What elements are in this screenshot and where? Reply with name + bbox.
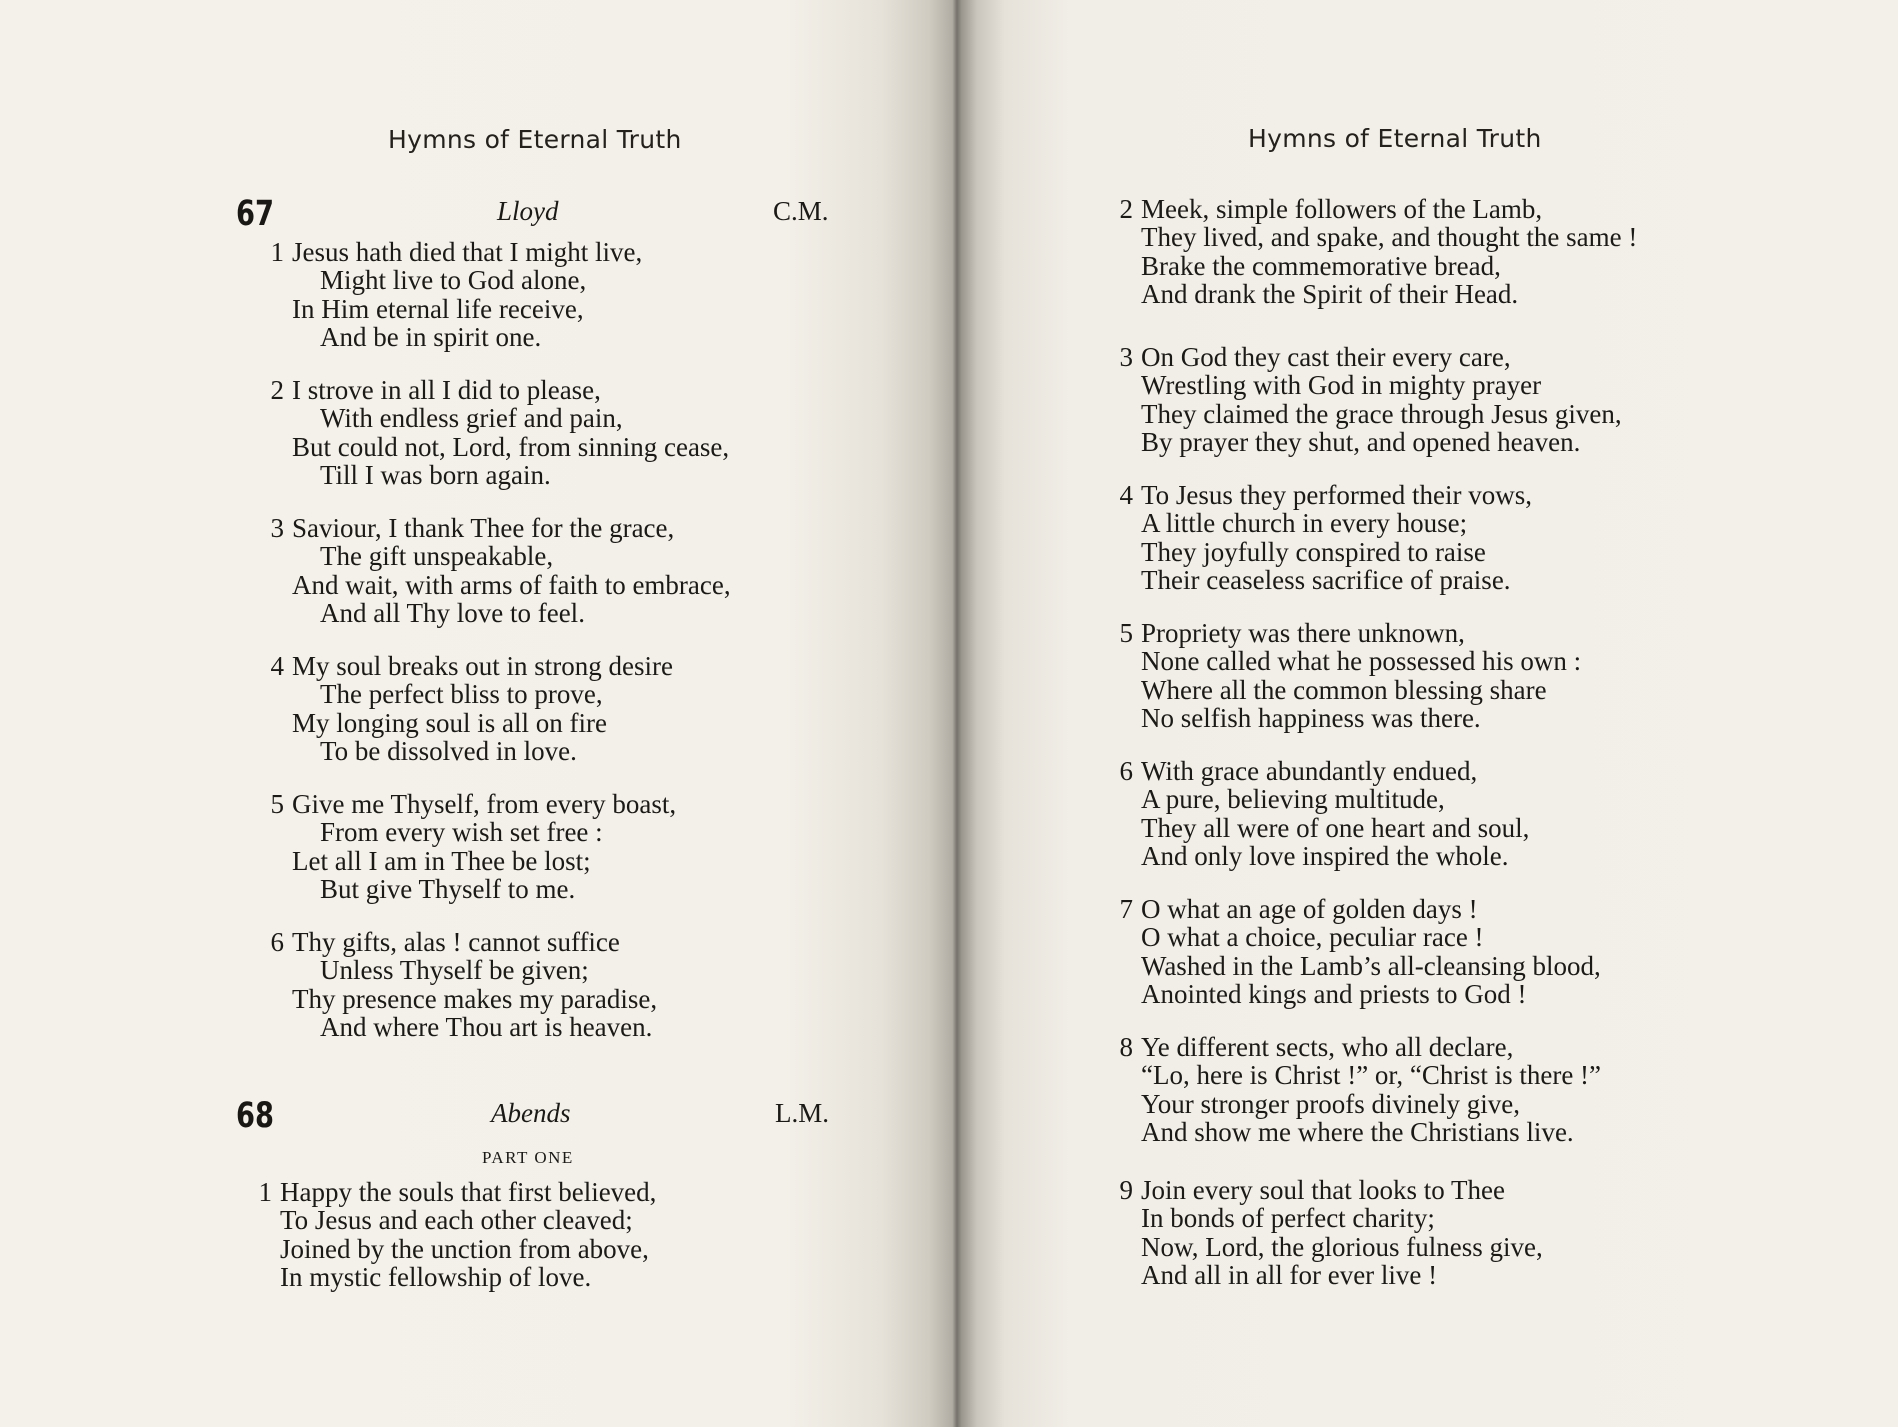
verse — [1113, 195, 1637, 308]
meter: C.M. — [773, 196, 829, 226]
verse-line: On God they cast their every care, — [1141, 342, 1511, 372]
tune-name: Abends — [491, 1098, 571, 1128]
verse-line: Joined by the unction from above, — [280, 1233, 649, 1264]
verse-line: They joyfully conspired to raise — [1141, 536, 1486, 567]
meter: L.M. — [775, 1098, 829, 1128]
part-heading: PART ONE — [482, 1148, 574, 1167]
running-head: Hymns of Eternal Truth — [388, 125, 682, 154]
verse-line: They lived, and spake, and thought the same ! — [1141, 222, 1638, 253]
verse-line: And all Thy love to feel. — [320, 597, 585, 628]
verse-line: Join every soul that looks to Thee — [1141, 1175, 1505, 1205]
verse-line: Your stronger proofs divinely give, — [1141, 1088, 1520, 1119]
verse-line: My longing soul is all on fire — [292, 707, 607, 738]
verse-number: 2 — [270, 375, 284, 405]
verse-number: 6 — [1119, 756, 1133, 786]
verse — [1113, 1176, 1543, 1289]
verse-line: Saviour, I thank Thee for the grace, — [292, 513, 675, 543]
verse-line: To Jesus and each other cleaved; — [280, 1205, 633, 1236]
verse-line: And wait, with arms of faith to embrace, — [292, 569, 731, 600]
verse-line: By prayer they shut, and opened heaven. — [1141, 426, 1581, 457]
verse — [1113, 757, 1529, 870]
verse-line: But could not, Lord, from sinning cease, — [292, 431, 730, 462]
verse — [264, 790, 676, 903]
verse-line: A little church in every house; — [1141, 508, 1468, 539]
verse-line: Jesus hath died that I might live, — [292, 237, 643, 267]
verse-line: But give Thyself to me. — [320, 873, 576, 904]
verse-line: Thy gifts, alas ! cannot suffice — [292, 927, 620, 957]
verse — [264, 928, 657, 1041]
verse-line: My soul breaks out in strong desire — [292, 651, 673, 681]
verse-line: O what a choice, peculiar race ! — [1141, 922, 1484, 953]
verse — [252, 1178, 656, 1291]
verse-line: To Jesus they performed their vows, — [1141, 480, 1533, 510]
verse-number: 7 — [1119, 894, 1133, 924]
verse-number: 8 — [1119, 1032, 1133, 1062]
verse-line: From every wish set free : — [320, 817, 603, 848]
verse-line: “Lo, here is Christ !” or, “Christ is there !” — [1141, 1060, 1602, 1091]
verse — [264, 652, 673, 765]
verse-number: 3 — [1119, 342, 1133, 372]
verse-line: Might live to God alone, — [320, 265, 587, 296]
verse-line: In mystic fellowship of love. — [280, 1261, 592, 1292]
verse-line: No selfish happiness was there. — [1141, 702, 1481, 733]
right-page — [958, 0, 1898, 1427]
verse-line: A pure, believing multitude, — [1141, 784, 1445, 815]
verse-line: None called what he possessed his own : — [1141, 646, 1582, 677]
verse-line: To be dissolved in love. — [320, 735, 577, 766]
verse — [264, 514, 731, 627]
verse-number: 9 — [1119, 1175, 1133, 1205]
book-gutter — [952, 0, 962, 1427]
verse-line: Give me Thyself, from every boast, — [292, 789, 677, 819]
verse — [1113, 481, 1532, 594]
verse-number: 6 — [270, 927, 284, 957]
verse-number: 5 — [1119, 618, 1133, 648]
hymn-number: 67 — [236, 194, 275, 234]
verse-line: Now, Lord, the glorious fulness give, — [1141, 1231, 1543, 1262]
verse-line: And where Thou art is heaven. — [320, 1011, 653, 1042]
tune-name: Lloyd — [497, 196, 559, 226]
verse-number: 1 — [270, 237, 284, 267]
verse-number: 4 — [1119, 480, 1133, 510]
verse-line: Propriety was there unknown, — [1141, 618, 1465, 648]
verse-number: 4 — [270, 651, 284, 681]
verse-line: Unless Thyself be given; — [320, 955, 589, 986]
verse-line: Anointed kings and priests to God ! — [1141, 978, 1527, 1009]
verse-line: With grace abundantly endued, — [1141, 756, 1478, 786]
verse-line: They all were of one heart and soul, — [1141, 812, 1530, 843]
verse-line: The perfect bliss to prove, — [320, 679, 603, 710]
verse-line: With endless grief and pain, — [320, 403, 623, 434]
verse — [1113, 1033, 1601, 1146]
verse-line: In Him eternal life receive, — [292, 293, 584, 324]
verse-line: And all in all for ever live ! — [1141, 1259, 1438, 1290]
verse-number: 1 — [258, 1177, 272, 1207]
verse-line: Happy the souls that first believed, — [280, 1177, 657, 1207]
verse-line: In bonds of perfect charity; — [1141, 1203, 1435, 1234]
verse-number: 3 — [270, 513, 284, 543]
verse-line: Washed in the Lamb’s all-cleansing blood, — [1141, 950, 1601, 981]
hymn-number: 68 — [236, 1096, 275, 1136]
verse — [1113, 619, 1581, 732]
verse-line: Where all the common blessing share — [1141, 674, 1547, 705]
verse-line: Their ceaseless sacrifice of praise. — [1141, 564, 1511, 595]
verse-line: They claimed the grace through Jesus given, — [1141, 398, 1622, 429]
verse-line: O what an age of golden days ! — [1141, 894, 1478, 924]
verse-line: And show me where the Christians live. — [1141, 1116, 1574, 1147]
verse-line: Wrestling with God in mighty prayer — [1141, 370, 1542, 401]
verse-line: Till I was born again. — [320, 459, 551, 490]
verse-number: 5 — [270, 789, 284, 819]
verse-line: And only love inspired the whole. — [1141, 840, 1509, 871]
verse-line: And drank the Spirit of their Head. — [1141, 278, 1519, 309]
verse-line: I strove in all I did to please, — [292, 375, 601, 405]
verse-line: Let all I am in Thee be lost; — [292, 845, 591, 876]
verse-line: Thy presence makes my paradise, — [292, 983, 658, 1014]
verse — [264, 238, 642, 351]
verse-line: Brake the commemorative bread, — [1141, 250, 1501, 281]
verse-line: And be in spirit one. — [320, 321, 542, 352]
verse-line: The gift unspeakable, — [320, 541, 554, 572]
verse — [1113, 343, 1622, 456]
verse — [264, 376, 729, 489]
running-head: Hymns of Eternal Truth — [1248, 124, 1542, 153]
verse-line: Meek, simple followers of the Lamb, — [1141, 194, 1543, 224]
verse — [1113, 895, 1601, 1008]
verse-line: Ye different sects, who all declare, — [1141, 1032, 1514, 1062]
verse-number: 2 — [1119, 194, 1133, 224]
